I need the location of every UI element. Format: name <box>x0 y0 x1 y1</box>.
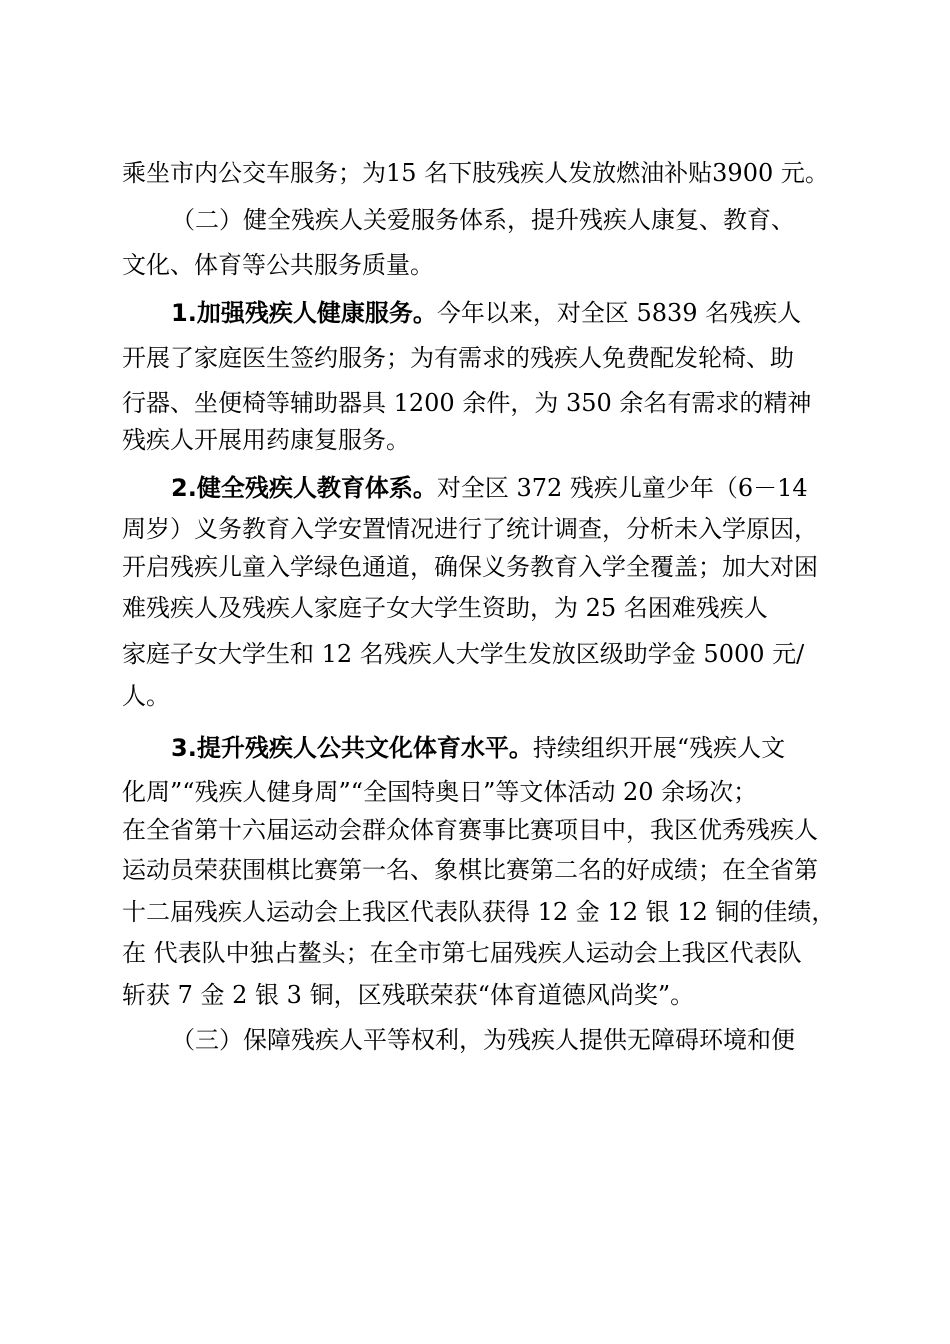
paragraph-2-first-line <box>171 472 891 504</box>
text-line-17: 运动员荣获围棋比赛第一名、象棋比赛第二名的好成绩；在全省第 <box>122 856 818 884</box>
text-line-19: 在 代表队中独占鳌头；在全市第七届残疾人运动会上我区代表队 <box>122 939 802 967</box>
text-line-5: 开展了家庭医生签约服务；为有需求的残疾人免费配发轮椅、助 <box>122 344 794 372</box>
text-line-9: 周岁）义务教育入学安置情况进行了统计调查，分析未入学原因， <box>122 515 818 543</box>
paragraph-2-lead-text: 对全区 372 残疾儿童少年（6－14 <box>436 474 808 502</box>
text-line-13: 人。 <box>122 682 170 710</box>
text-line-18: 十二届残疾人运动会上我区代表队获得 12 金 12 银 12 铜的佳绩， <box>122 898 836 926</box>
text-line-16: 在全省第十六届运动会群众体育赛事比赛项目中，我区优秀残疾人 <box>122 816 818 844</box>
paragraph-1-first-line <box>171 297 891 329</box>
subheading-education-system: 2.健全残疾人教育体系。 <box>171 474 437 502</box>
paragraph-3-first-line <box>171 732 891 764</box>
paragraph-1-lead-text: 今年以来，对全区 5839 名残疾人 <box>436 299 802 327</box>
section-heading-2: （二）健全残疾人关爱服务体系，提升残疾人康复、教育、 <box>171 206 795 234</box>
section-heading-3: （三）保障残疾人平等权利，为残疾人提供无障碍环境和便 <box>171 1026 795 1054</box>
text-line-15: 化周”“残疾人健身周”“全国特奥日”等文体活动 20 余场次； <box>122 778 758 806</box>
text-line-1: 乘坐市内公交车服务；为15 名下肢残疾人发放燃油补贴3900 元。 <box>122 159 829 187</box>
text-line-12: 家庭子女大学生和 12 名残疾人大学生发放区级助学金 5000 元/ <box>122 640 805 668</box>
text-line-6: 行器、坐便椅等辅助器具 1200 余件，为 350 余名有需求的精神 <box>122 389 812 417</box>
text-line-3: 文化、体育等公共服务质量。 <box>122 251 434 279</box>
text-line-20: 斩获 7 金 2 银 3 铜，区残联荣获“体育道德风尚奖”。 <box>122 981 695 1009</box>
text-line-7: 残疾人开展用药康复服务。 <box>122 426 410 454</box>
subheading-culture-sports: 3.提升残疾人公共文化体育水平。 <box>171 734 533 762</box>
subheading-health-service: 1.加强残疾人健康服务。 <box>171 299 437 327</box>
text-line-10: 开启残疾儿童入学绿色通道，确保义务教育入学全覆盖；加大对困 <box>122 553 818 581</box>
text-line-11: 难残疾人及残疾人家庭子女大学生资助，为 25 名困难残疾人 <box>122 594 768 622</box>
paragraph-3-lead-text: 持续组织开展“残疾人文 <box>532 734 786 762</box>
